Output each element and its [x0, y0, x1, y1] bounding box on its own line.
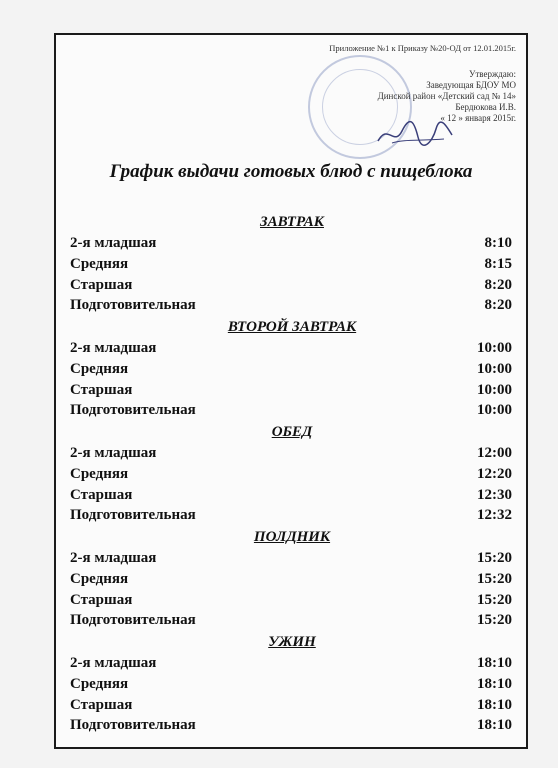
serve-time: 8:15	[484, 255, 512, 272]
group-name: Старшая	[70, 591, 133, 608]
schedule-row	[70, 569, 514, 590]
group-name: 2-я младшая	[70, 235, 157, 251]
approval-line: Бердюкова И.В.	[455, 102, 516, 112]
group-name: 2-я младшая	[70, 655, 157, 671]
schedule-row	[70, 715, 514, 736]
section-dinner	[70, 631, 514, 736]
serve-time: 18:10	[477, 717, 512, 734]
group-name: 2-я младшая	[70, 340, 157, 356]
section-title: УЖИН	[268, 634, 316, 650]
serve-time: 12:30	[477, 486, 512, 503]
serve-time: 12:00	[477, 445, 512, 461]
group-name: Средняя	[70, 255, 129, 272]
group-name: Средняя	[70, 465, 129, 482]
section-breakfast	[70, 211, 514, 316]
serve-time: 10:00	[477, 402, 512, 419]
schedule-row	[70, 400, 514, 421]
schedule-row	[70, 695, 514, 716]
approval-block	[296, 69, 516, 124]
group-name: Подготовительная	[70, 402, 196, 419]
schedule-row	[70, 443, 514, 464]
section-title: ПОЛДНИК	[253, 529, 331, 545]
serve-time: 12:32	[477, 507, 512, 524]
group-name: Подготовительная	[70, 717, 196, 734]
schedule-row	[70, 359, 514, 380]
serve-time: 10:00	[477, 381, 512, 398]
schedule-row	[70, 485, 514, 506]
group-name: Подготовительная	[70, 612, 196, 629]
serve-time: 8:20	[484, 276, 512, 293]
serve-time: 12:20	[477, 465, 512, 482]
schedule-row	[70, 548, 514, 569]
group-name: Старшая	[70, 696, 133, 713]
group-name: Средняя	[70, 675, 129, 692]
group-name: Подготовительная	[70, 507, 196, 524]
serve-time: 15:20	[477, 570, 512, 587]
serve-time: 18:10	[477, 675, 512, 692]
section-title: ОБЕД	[271, 424, 313, 440]
schedule-row	[70, 653, 514, 674]
schedule-row	[70, 338, 514, 359]
group-name: 2-я младшая	[70, 550, 157, 566]
schedule-row	[70, 254, 514, 275]
section-afternoon-snack	[70, 526, 514, 631]
approval-line: « 12 » января 2015г.	[440, 113, 516, 123]
section-title: ЗАВТРАК	[260, 214, 324, 230]
section-lunch	[70, 421, 514, 526]
group-name: Старшая	[70, 276, 133, 293]
schedule-row	[70, 380, 514, 401]
schedule-row	[70, 275, 514, 296]
schedule-row	[70, 464, 514, 485]
serve-time: 15:20	[477, 591, 512, 608]
serve-time: 15:20	[477, 550, 512, 566]
group-name: Подготовительная	[70, 297, 196, 314]
group-name: Средняя	[70, 360, 129, 377]
section-second-breakfast	[70, 316, 514, 421]
schedule-row	[70, 610, 514, 631]
schedule-row	[70, 674, 514, 695]
page-title: График выдачи готовых блюд с пищеблока	[109, 161, 473, 182]
serve-time: 18:10	[477, 655, 512, 671]
serve-time: 8:20	[484, 297, 512, 314]
schedule-row	[70, 295, 514, 316]
group-name: Старшая	[70, 486, 133, 503]
schedule-row	[70, 590, 514, 611]
serve-time: 8:10	[484, 235, 512, 251]
schedule-row	[70, 505, 514, 526]
approval-line: Утверждаю:	[468, 69, 516, 79]
approval-line: Динской район «Детский сад № 14»	[377, 91, 516, 101]
group-name: Средняя	[70, 570, 129, 587]
annex-note: Приложение №1 к Приказу №20-ОД от 12.01.2015г.	[329, 43, 516, 53]
section-title: ВТОРОЙ ЗАВТРАК	[227, 319, 357, 335]
approval-line: Заведующая БДОУ МО	[426, 80, 516, 90]
group-name: Старшая	[70, 381, 133, 398]
document-page	[54, 33, 528, 749]
group-name: 2-я младшая	[70, 445, 157, 461]
serve-time: 18:10	[477, 696, 512, 713]
serve-time: 15:20	[477, 612, 512, 629]
serve-time: 10:00	[477, 340, 512, 356]
schedule-row	[70, 233, 514, 254]
serve-time: 10:00	[477, 360, 512, 377]
